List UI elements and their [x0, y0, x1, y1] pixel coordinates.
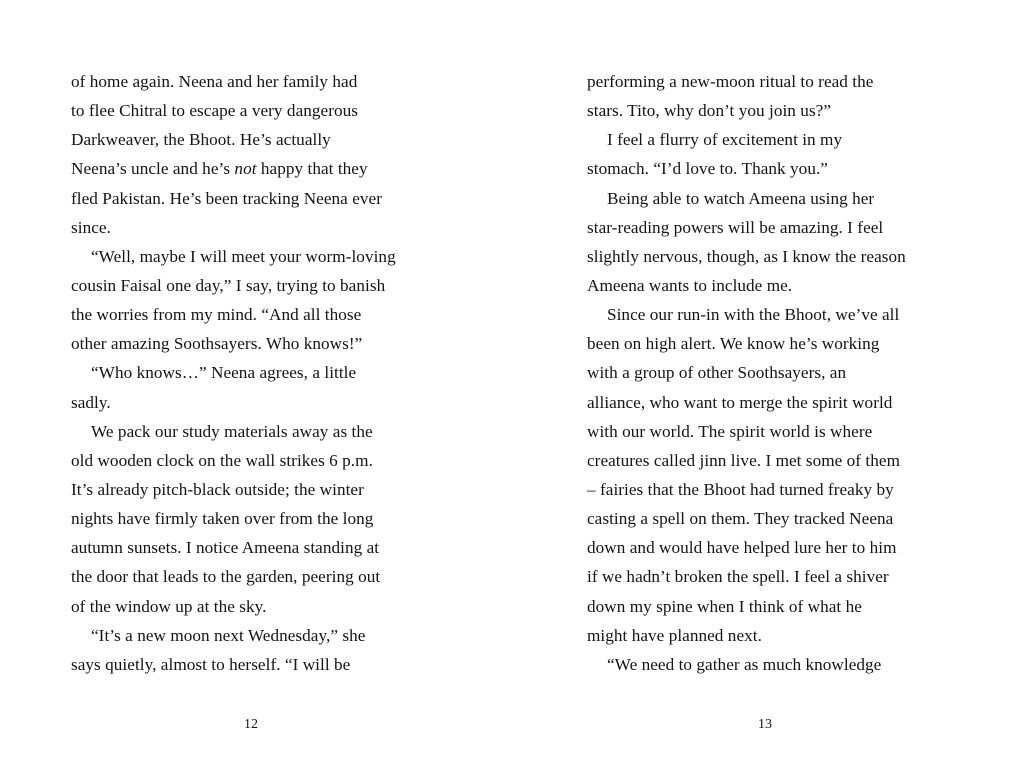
- text-line: stars. Tito, why don’t you join us?”: [587, 101, 832, 121]
- text-line: “Well, maybe I will meet your worm-loving: [91, 246, 396, 266]
- text-line: since.: [71, 217, 111, 237]
- text-line: slightly nervous, though, as I know the reason: [587, 246, 906, 266]
- text-line: alliance, who want to merge the spirit world: [587, 392, 893, 412]
- left-page-body: [71, 67, 431, 679]
- text-segment: Neena’s uncle and he’s: [71, 159, 235, 179]
- text-line: performing a new-moon ritual to read the: [587, 72, 874, 91]
- text-segment: happy that they: [256, 159, 368, 179]
- text-line: It’s already pitch-black outside; the winter: [71, 479, 364, 499]
- text-line: creatures called jinn live. I met some of them: [587, 450, 900, 470]
- text-line: star-reading powers will be amazing. I feel: [587, 217, 884, 237]
- text-line: to flee Chitral to escape a very dangerous: [71, 101, 359, 121]
- text-line: cousin Faisal one day,” I say, trying to banish: [71, 275, 386, 295]
- text-line: “It’s a new moon next Wednesday,” she: [91, 625, 366, 645]
- text-line: Since our run-in with the Bhoot, we’ve all: [607, 305, 900, 325]
- text-line: – fairies that the Bhoot had turned freaky by: [587, 479, 894, 499]
- text-line: old wooden clock on the wall strikes 6 p.m.: [71, 450, 373, 470]
- text-line: “Who knows…” Neena agrees, a little: [91, 363, 357, 383]
- text-line: other amazing Soothsayers. Who knows!”: [71, 334, 363, 354]
- text-line: of home again. Neena and her family had: [71, 72, 358, 91]
- text-line: of the window up at the sky.: [71, 596, 267, 616]
- text-line: stomach. “I’d love to. Thank you.”: [587, 159, 828, 179]
- text-line: been on high alert. We know he’s working: [587, 334, 880, 354]
- text-line: We pack our study materials away as the: [91, 421, 373, 441]
- text-line: might have planned next.: [587, 625, 762, 645]
- text-line: casting a spell on them. They tracked Neena: [587, 509, 894, 529]
- page-number-right: 13: [758, 717, 772, 732]
- text-line: sadly.: [71, 392, 111, 412]
- text-line: the worries from my mind. “And all those: [71, 305, 362, 325]
- text-line: I feel a flurry of excitement in my: [607, 130, 843, 150]
- text-line: with our world. The spirit world is where: [587, 421, 873, 441]
- text-line: “We need to gather as much knowledge: [607, 654, 882, 674]
- emphasized-word: not: [234, 159, 257, 179]
- text-line: Darkweaver, the Bhoot. He’s actually: [71, 130, 331, 150]
- text-line: the door that leads to the garden, peering out: [71, 567, 381, 587]
- text-line: down my spine when I think of what he: [587, 596, 862, 616]
- text-line: if we hadn’t broken the spell. I feel a shiver: [587, 567, 889, 587]
- right-page-body: [587, 67, 947, 679]
- text-line: fled Pakistan. He’s been tracking Neena ever: [71, 188, 382, 208]
- text-line: [71, 154, 431, 183]
- text-line: with a group of other Soothsayers, an: [587, 363, 847, 383]
- text-line: Being able to watch Ameena using her: [607, 188, 875, 208]
- text-line: says quietly, almost to herself. “I will be: [71, 654, 351, 674]
- text-line: autumn sunsets. I notice Ameena standing at: [71, 538, 380, 558]
- text-line: down and would have helped lure her to him: [587, 538, 897, 558]
- text-line: Ameena wants to include me.: [587, 275, 793, 295]
- page-number-left: 12: [244, 717, 258, 732]
- text-line: nights have firmly taken over from the long: [71, 509, 374, 529]
